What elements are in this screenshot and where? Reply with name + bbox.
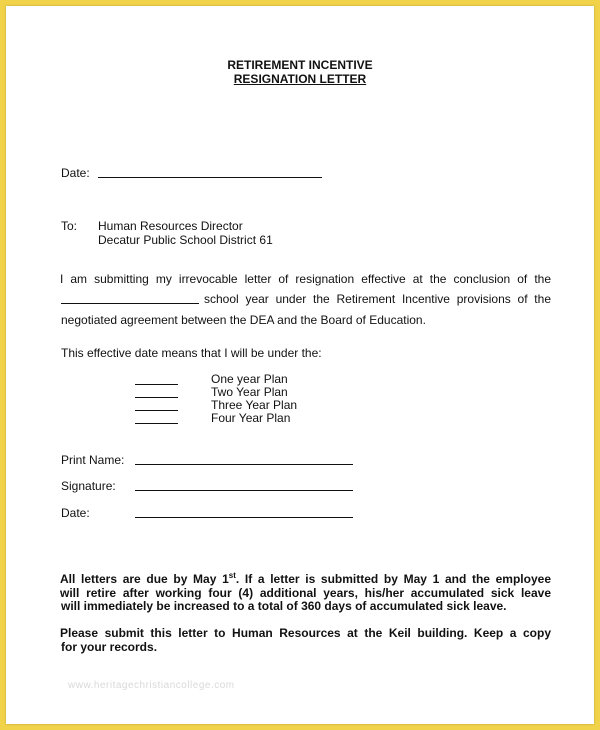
date-field-line[interactable] — [98, 177, 322, 178]
signature-date-label: Date: — [61, 506, 90, 520]
watermark: www.heritagechristiancollege.com — [68, 680, 235, 691]
to-label: To: — [61, 219, 78, 233]
notice-line-1 — [60, 572, 551, 586]
signature-field-line[interactable] — [135, 490, 353, 491]
plan-option: Four Year Plan — [211, 411, 291, 425]
body-line-3: negotiated agreement between the DEA and the Board of Education. — [61, 313, 426, 327]
notice-superscript: st — [228, 571, 236, 580]
plan-option: Three Year Plan — [211, 398, 298, 412]
document-page — [6, 6, 594, 724]
plan-checkbox-line[interactable] — [135, 423, 178, 424]
submit-instruction-line-1: Please submit this letter to Human Resources at the Keil building. Keep a copy — [60, 626, 551, 640]
notice-line-1-a: All letters are due by May 1 — [60, 572, 229, 586]
plan-option: One year Plan — [211, 372, 288, 386]
plan-checkbox-line[interactable] — [135, 384, 178, 385]
signature-label: Signature: — [61, 479, 116, 493]
date-label: Date: — [61, 166, 90, 180]
effective-date-intro: This effective date means that I will be under the: — [61, 346, 322, 360]
plan-checkbox-line[interactable] — [135, 410, 178, 411]
print-name-label: Print Name: — [61, 453, 125, 467]
body-line-1: I am submitting my irrevocable letter of resignation effective at the conclusion of the — [60, 272, 551, 286]
notice-line-1-b: . If a letter is submitted by May 1 and the employee — [235, 572, 551, 586]
document-subtitle: RESIGNATION LETTER — [233, 72, 367, 86]
plan-checkbox-line[interactable] — [135, 397, 178, 398]
submit-instruction-line-2: for your records. — [61, 640, 158, 654]
plan-option: Two Year Plan — [211, 385, 288, 399]
notice-line-2: will retire after working four (4) additional years, his/her accumulated sick leave — [60, 586, 551, 600]
recipient-title: Human Resources Director — [98, 219, 243, 233]
body-line-2: school year under the Retirement Incentive provisions of the — [204, 292, 551, 306]
print-name-field-line[interactable] — [135, 464, 353, 465]
school-year-field-line[interactable] — [61, 303, 199, 304]
notice-line-3: will immediately be increased to a total of 360 days of accumulated sick leave. — [61, 599, 507, 613]
document-title: RETIREMENT INCENTIVE — [227, 58, 373, 72]
recipient-organization: Decatur Public School District 61 — [98, 233, 273, 247]
signature-date-field-line[interactable] — [135, 517, 353, 518]
